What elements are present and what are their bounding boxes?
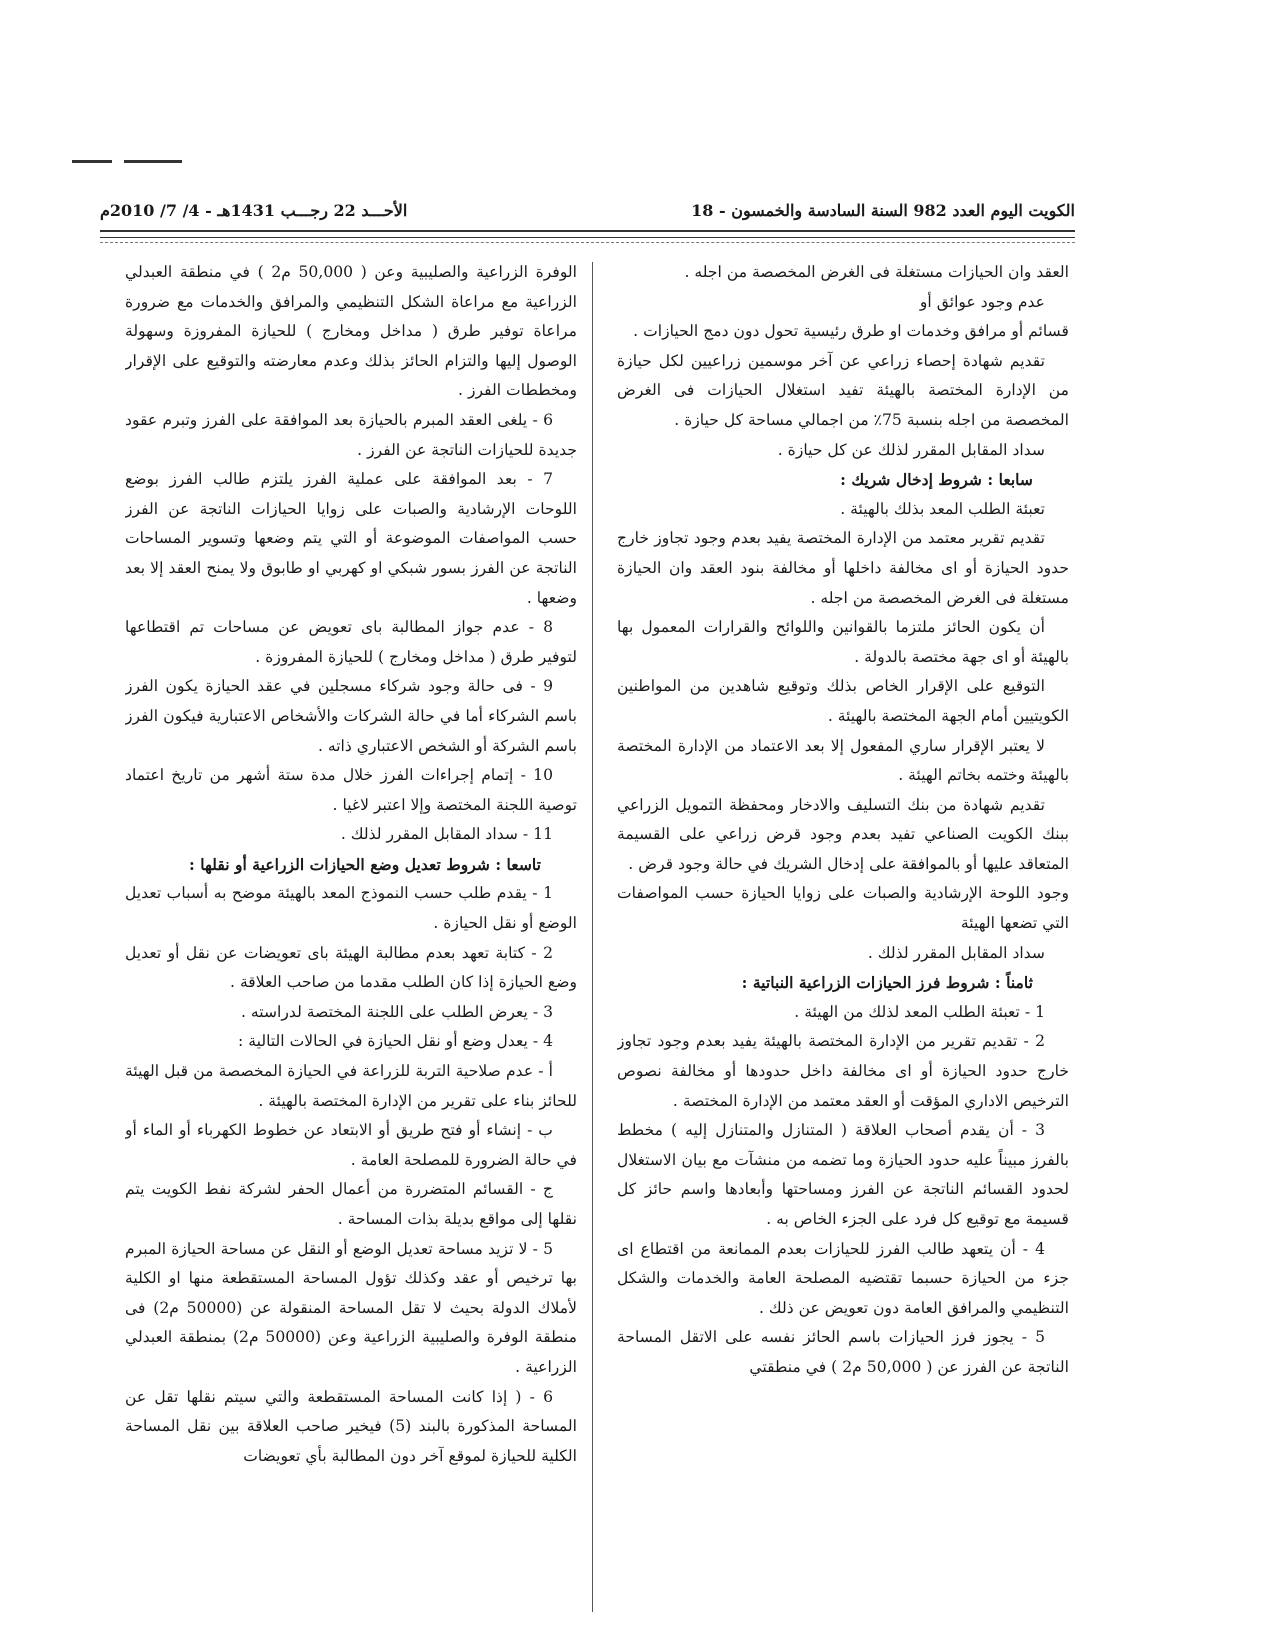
paragraph: 3 - أن يقدم أصحاب العلاقة ( المتنازل والمتنازل إليه ) مخطط بالفرز مبيناً عليه حدود الحيازة وما تضمه من منشآت مع بيان الاستغلال لحدود القسائم الناتجة عن الفرز ومساحتها وأبعادها واسم حائز كل قسيمة مع توقيع كل فرد على الجزء الخاص به . <box>617 1121 1069 1228</box>
paragraph: 7 - بعد الموافقة على عملية الفرز يلتزم طالب الفرز بوضع اللوحات الإرشادية والصبات على زوايا الحيازات الناتجة عن الفرز حسب المواصفات الموضوعة أو التي يتم وضعها وتسوير المساحات الناتجة عن الفرز بسور شبكي او كهربي او طابوق ولا يمنح العقد إلا بعد وضعها . <box>125 470 577 607</box>
paragraph: سداد المقابل المقرر لذلك عن كل حيازة . <box>777 440 1045 459</box>
paragraph: أ - عدم صلاحية التربة للزراعة في الحيازة المخصصة من قبل الهيئة للحائز بناء على تقرير من الإدارة المختصة بالهيئة . <box>125 1062 577 1110</box>
paragraph: 4 - يعدل وضع أو نقل الحيازة في الحالات التالية : <box>238 1032 553 1051</box>
paragraph: تقديم تقرير معتمد من الإدارة المختصة يفيد بعدم وجود تجاوز خارج حدود الحيازة أو اى مخالفة داخلها أو مخالفة بنود العقد وان الحيازة مستغلة فى الغرض المخصصة من اجله . <box>617 529 1069 607</box>
paragraph: 10 - إتمام إجراءات الفرز خلال مدة ستة أشهر من تاريخ اعتماد توصية اللجنة المختصة وإلا اعتبر لاغيا . <box>125 766 577 814</box>
section-heading: ثامناً : شروط فرز الحيازات الزراعية النباتية : <box>741 973 1033 993</box>
paragraph: 4 - أن يتعهد طالب الفرز للحيازات بعدم الممانعة من اقتطاع اى جزء من الحيازة حسبما تقتضيه المصلحة العامة والخدمات والشكل التنظيمي والمرافق العامة دون تعويض عن ذلك . <box>617 1239 1069 1317</box>
paragraph: 9 - فى حالة وجود شركاء مسجلين في عقد الحيازة يكون الفرز باسم الشركاء أما في حالة الشركات والأشخاص الاعتبارية فيكون الفرز باسم الشركة أو الشخص الاعتباري ذاته . <box>125 677 577 755</box>
header-issue-info: الكويت اليوم العدد 982 السنة السادسة والخمسون - 18 <box>691 201 1075 220</box>
paragraph: تقديم شهادة إحصاء زراعي عن آخر موسمين زراعيين لكل حيازة من الإدارة المختصة بالهيئة تفيد استغلال الحيازات فى الغرض المخصصة من اجله بنسبة 75٪ من اجمالي مساحة كل حيازة . <box>617 351 1069 429</box>
paragraph: الوفرة الزراعية والصليبية وعن ( 50,000 م2 ) في منطقة العبدلي الزراعية مع مراعاة الشكل التنظيمي والمرافق والخدمات مع ضرورة مراعاة توفير طرق ( مداخل ومخارج ) للحيازة المفروزة وسهولة الوصول إليها والتزام الحائز بذلك وعدم معارضته والتوقيع على الإقرار ومخططات الفرز . <box>125 263 577 400</box>
paragraph: 5 - يجوز فرز الحيازات باسم الحائز نفسه على الاتقل المساحة الناتجة عن الفرز عن ( 50,000 م2 ) في منطقتي <box>617 1328 1069 1376</box>
right-column <box>617 258 1069 1613</box>
paragraph: سداد المقابل المقرر لذلك . <box>867 943 1045 962</box>
paragraph: 1 - يقدم طلب حسب النموذج المعد بالهيئة موضح به أسباب تعديل الوضع أو نقل الحيازة . <box>125 884 577 933</box>
paragraph: 1 - تعبئة الطلب المعد لذلك من الهيئة . <box>794 1002 1045 1021</box>
paragraph: ب - إنشاء أو فتح طريق أو الابتعاد عن خطوط الكهرباء أو الماء أو في حالة الضرورة للمصلحة العامة . <box>125 1121 577 1169</box>
paragraph: 11 - سداد المقابل المقرر لذلك . <box>340 825 553 844</box>
paragraph: 8 - عدم جواز المطالبة باى تعويض عن مساحات تم اقتطاعها لتوفير طرق ( مداخل ومخارج ) للحيازة المفروزة . <box>125 618 577 666</box>
paragraph: 3 - يعرض الطلب على اللجنة المختصة لدراسته . <box>241 1002 553 1021</box>
paragraph: 6 - يلغى العقد المبرم بالحيازة بعد الموافقة على الفرز وتبرم عقود جديدة للحيازات الناتجة عن الفرز . <box>125 410 577 459</box>
top-margin-mark <box>72 160 182 163</box>
paragraph: العقد وان الحيازات مستغلة فى الغرض المخصصة من اجله . <box>684 263 1069 281</box>
paragraph: لا يعتبر الإقرار ساري المفعول إلا بعد الاعتماد من الإدارة المختصة بالهيئة وختمه بخاتم الهيئة . <box>617 736 1069 785</box>
page-header <box>100 196 1075 226</box>
column-divider <box>592 262 593 1612</box>
paragraph: 6 - ( إذا كانت المساحة المستقطعة والتي سيتم نقلها تقل عن المساحة المذكورة بالبند (5) فيخير صاحب العلاقة بين نقل المساحة الكلية للحيازة لموقع آخر دون المطالبة بأي تعويضات <box>125 1387 577 1465</box>
paragraph: ج - القسائم المتضررة من أعمال الحفر لشركة نفط الكويت يتم نقلها إلى مواقع بديلة بذات المساحة . <box>125 1180 577 1228</box>
header-date: الأحـــد 22 رجـــب 1431هـ - 4/ 7/ 2010م <box>100 201 408 220</box>
paragraph: أن يكون الحائز ملتزما بالقوانين واللوائح والقرارات المعمول بها بالهيئة أو اى جهة مختصة بالدولة . <box>617 618 1069 666</box>
paragraph: تعبئة الطلب المعد بذلك بالهيئة . <box>840 499 1045 518</box>
header-dashed-rule <box>100 242 1075 243</box>
section-heading: سابعا : شروط إدخال شريك : <box>840 470 1033 490</box>
paragraph: تقديم شهادة من بنك التسليف والادخار ومحفظة التمويل الزراعي ببنك الكويت الصناعي تفيد بعدم وجود قرض زراعي على القسيمة المتعاقد عليها أو بالموافقة على إدخال الشريك في حالة وجود قرض . <box>617 795 1069 873</box>
paragraph: 2 - تقديم تقرير من الإدارة المختصة بالهيئة يفيد بعدم وجود تجاوز خارج حدود الحيازة أو اى مخالفة داخل حدودها أو مخالفة نصوص الترخيص الاداري المؤقت أو العقد معتمد من الإدارة المختصة . <box>617 1032 1069 1110</box>
paragraph: التوقيع على الإقرار الخاص بذلك وتوقيع شاهدين من المواطنين الكويتيين أمام الجهة المختصة بالهيئة . <box>617 677 1069 725</box>
paragraph: 2 - كتابة تعهد بعدم مطالبة الهيئة باى تعويضات عن نقل أو تعديل وضع الحيازة إذا كان الطلب مقدما من صاحب العلاقة . <box>125 943 577 992</box>
header-rule <box>100 230 1075 238</box>
paragraph: قسائم أو مرافق وخدمات او طرق رئيسية تحول دون دمج الحيازات . <box>633 322 1069 341</box>
paragraph: عدم وجود عوائق أو <box>919 292 1045 311</box>
section-heading: تاسعا : شروط تعديل وضع الحيازات الزراعية أو نقلها : <box>189 854 541 874</box>
left-column <box>125 258 577 1613</box>
paragraph: 5 - لا تزيد مساحة تعديل الوضع أو النقل عن مساحة الحيازة المبرم بها ترخيص أو عقد وكذلك تؤول المساحة المستقطعة منها او الكلية لأملاك الدولة بحيث لا تقل المساحة المنقولة عن (50000 م2) فى منطقة الوفرة والصليبية الزراعية وعن (50000 م2) بمنطقة العبدلي الزراعية . <box>125 1239 577 1376</box>
paragraph: وجود اللوحة الإرشادية والصبات على زوايا الحيازة حسب المواصفات التي تضعها الهيئة <box>617 884 1069 933</box>
